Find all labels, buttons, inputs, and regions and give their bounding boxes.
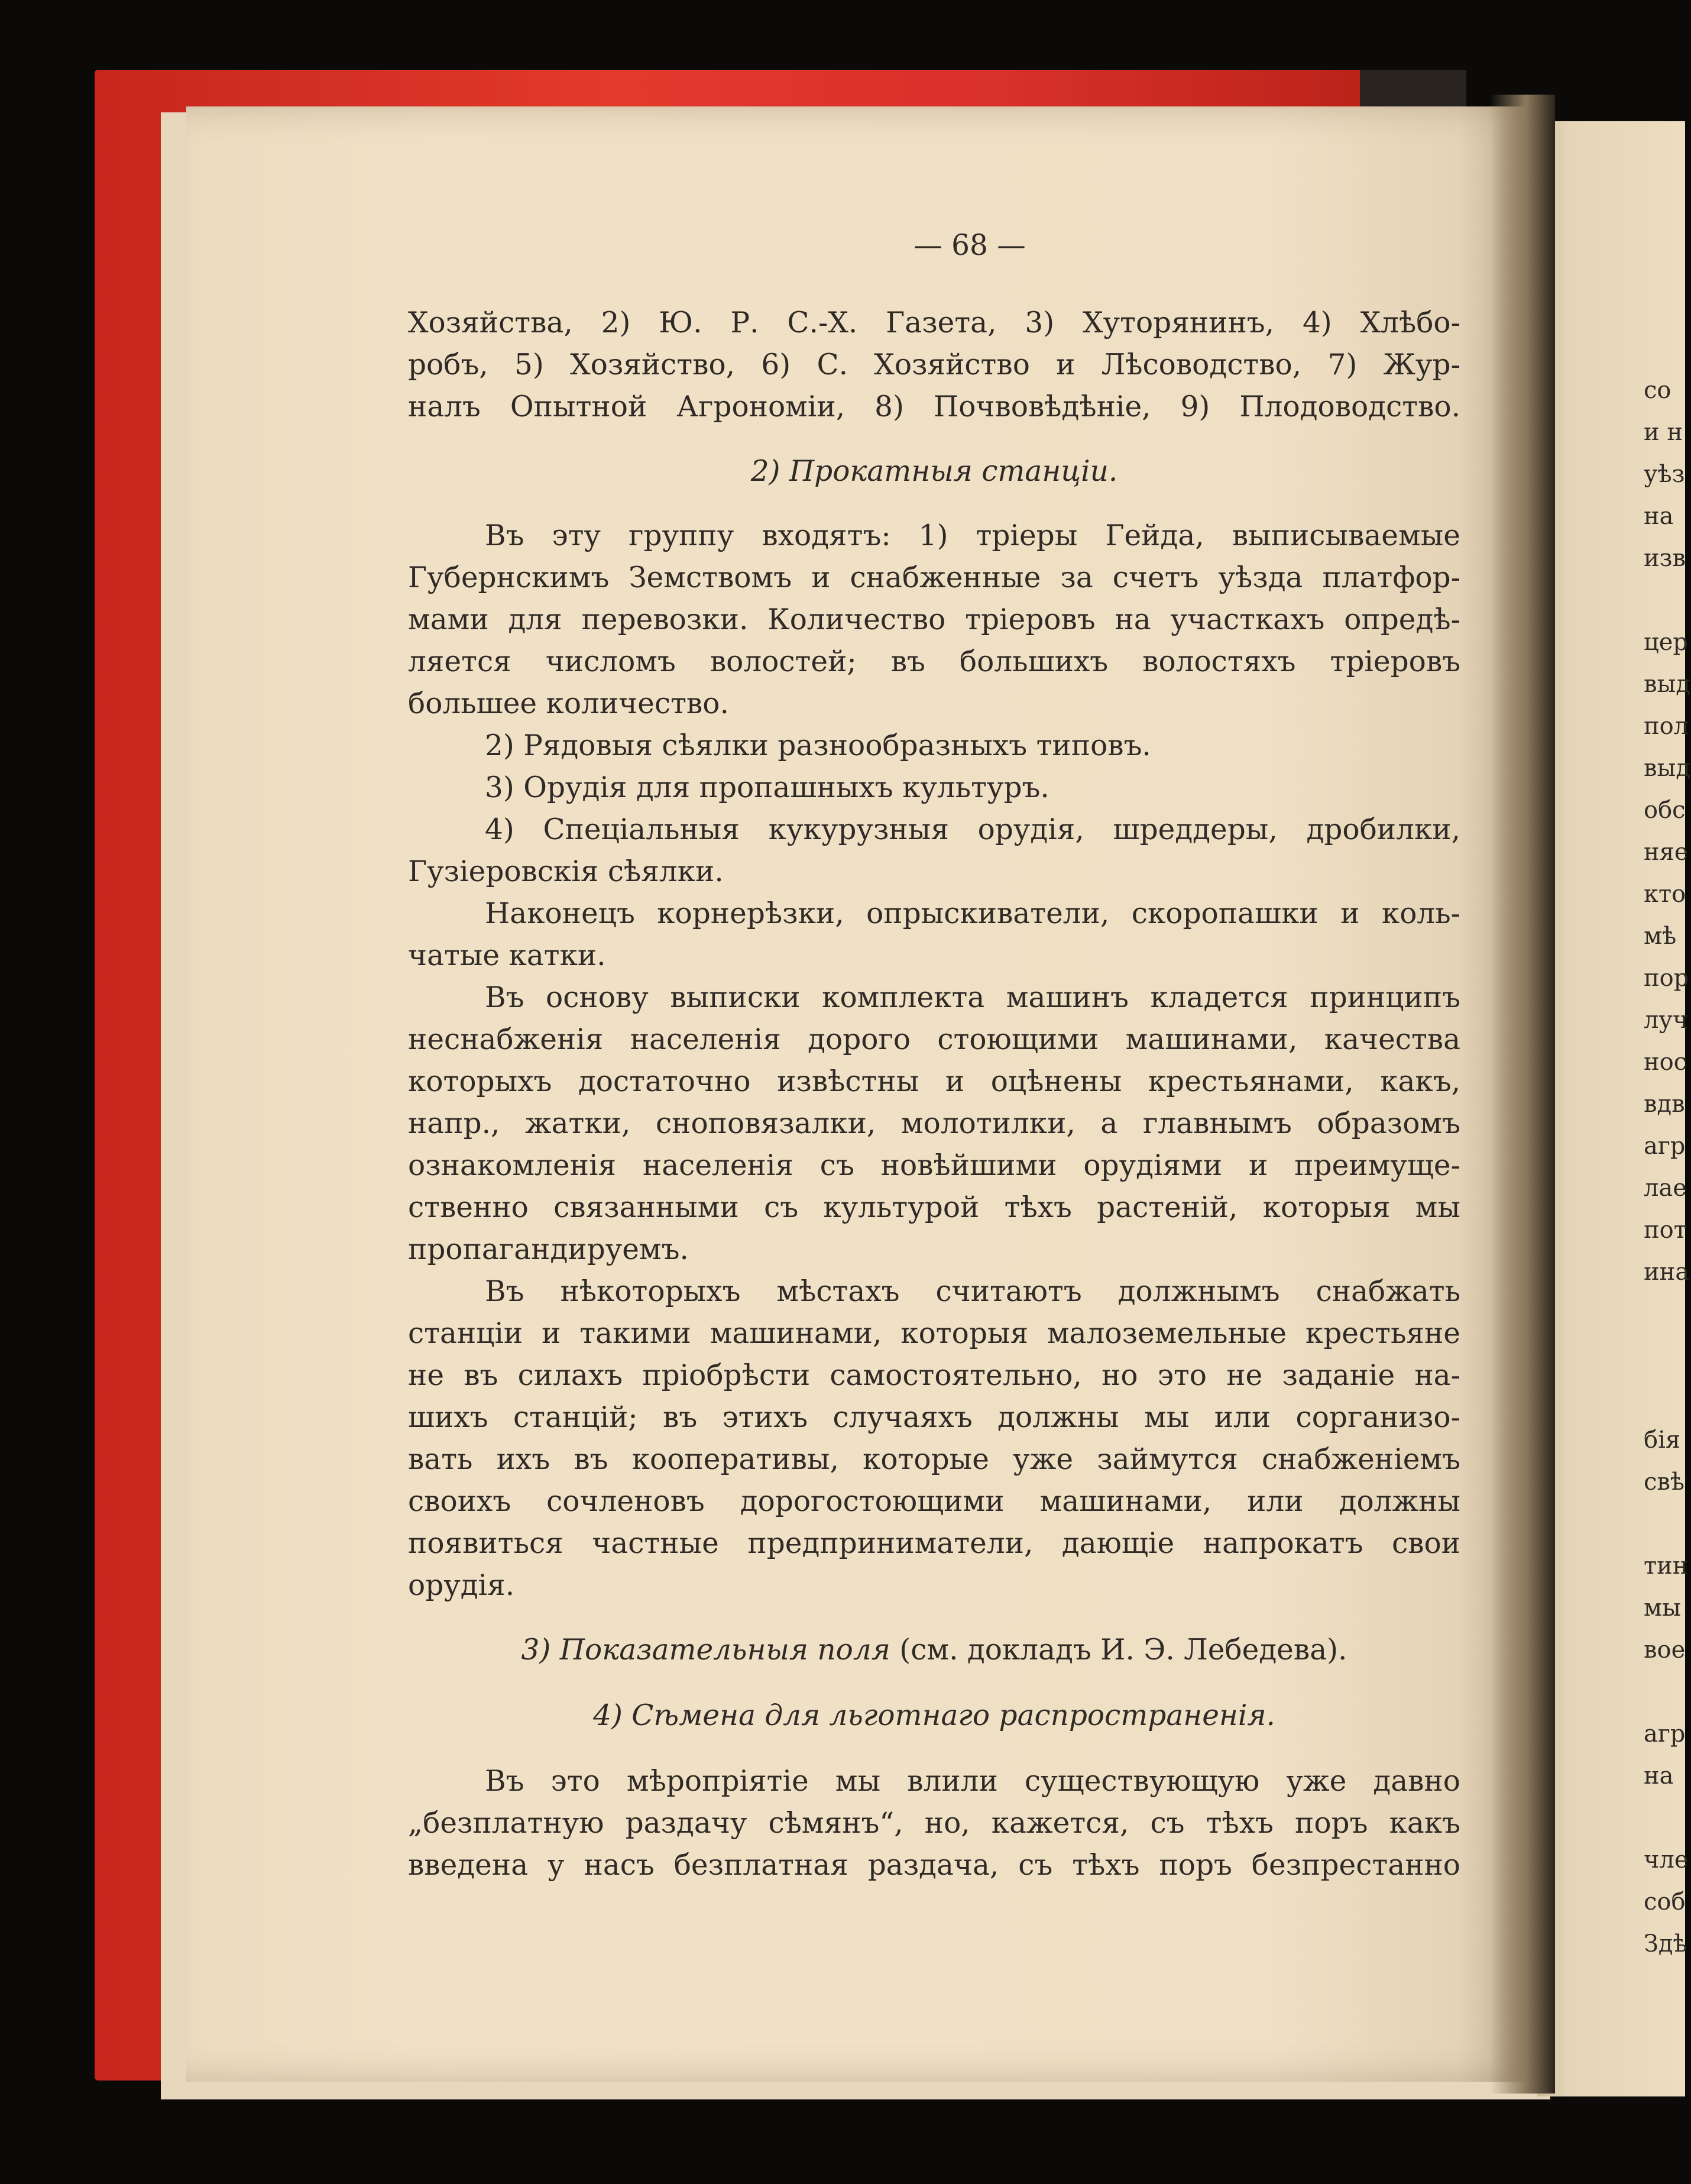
paragraph-rental-stations (408, 515, 1460, 1607)
right-page-fragment: ина (1644, 1258, 1690, 1286)
text-line: ственно связанными съ культурой тѣхъ растеній, которыя мы (408, 1191, 1460, 1224)
text-line: Наконецъ корнерѣзки, опрыскиватели, скоропашки и коль- (485, 897, 1460, 930)
text-line: мами для перевозки. Количество тріеровъ на участкахъ опредѣ- (408, 603, 1460, 636)
text-line: станціи и такими машинами, которыя малоземельные крестьяне (408, 1317, 1460, 1350)
text-line: напр., жатки, сноповязалки, молотилки, а главнымъ образомъ (408, 1107, 1460, 1140)
right-page-fragment: на (1644, 1762, 1674, 1790)
text-line: Хозяйства, 2) Ю. Р. С.-Х. Газета, 3) Хуторянинъ, 4) Хлѣбо- (408, 306, 1460, 339)
text-line: Гузіеровскія сѣялки. (408, 855, 724, 888)
text-line: „безплатную раздачу сѣмянъ“, но, кажется, съ тѣхъ поръ какъ (408, 1807, 1460, 1840)
right-page-fragment: Здѣ (1644, 1930, 1687, 1957)
text-line: Въ основу выписки комплекта машинъ кладется принципъ (485, 981, 1460, 1014)
right-page-fragment: соб (1644, 1888, 1686, 1916)
section-heading-seeds: 4) Сѣмена для льготнаго распространенія. (593, 1699, 1275, 1732)
right-page-fragment: луч (1644, 1007, 1689, 1034)
right-page-fragment: чле (1644, 1846, 1689, 1874)
right-page-fragment: пол (1644, 713, 1689, 740)
paragraph-seeds (408, 1761, 1460, 1887)
text-line: 2) Рядовыя сѣялки разнообразныхъ типовъ. (485, 729, 1151, 762)
right-page-fragment: вдв (1644, 1091, 1685, 1118)
section-heading-demo-fields (408, 1629, 1460, 1671)
right-page-fragment: выд (1644, 671, 1690, 698)
text-line: 4) Спеціальныя кукурузныя орудія, шреддеры, дробилки, (485, 813, 1460, 846)
text-line: которыхъ достаточно извѣстны и оцѣнены крестьянами, какъ, (408, 1065, 1460, 1098)
text-line: большее количество. (408, 687, 729, 720)
page-text (408, 225, 1460, 1887)
right-page-fragment: кто (1644, 881, 1686, 908)
text-line: введена у насъ безплатная раздача, съ тѣхъ поръ безпрестанно (408, 1849, 1460, 1882)
right-page-fragment: лае (1644, 1174, 1687, 1202)
text-line: орудія. (408, 1569, 515, 1602)
text-line: неснабженія населенія дорого стоющими машинами, качества (408, 1023, 1460, 1056)
text-line: ляется числомъ волостей; въ большихъ волостяхъ тріеровъ (408, 645, 1460, 678)
heading-plain-part: (см. докладъ И. Э. Лебедева). (890, 1633, 1347, 1667)
text-line: появиться частные предприниматели, дающіе напрокатъ свои (408, 1527, 1460, 1560)
text-line: робъ, 5) Хозяйство, 6) С. Хозяйство и Лѣсоводство, 7) Жур- (408, 348, 1460, 381)
right-page-fragment: няе (1644, 839, 1689, 866)
right-page-fragment: на (1644, 503, 1674, 530)
right-page-fragment: тин (1644, 1552, 1689, 1580)
text-line: не въ силахъ пріобрѣсти самостоятельно, но это не заданіе на- (408, 1359, 1460, 1392)
paragraph-journals (408, 302, 1460, 428)
right-page-fragment: мѣ (1644, 923, 1677, 950)
text-line: Въ нѣкоторыхъ мѣстахъ считаютъ должнымъ снабжать (485, 1275, 1460, 1308)
right-page-fragment: пор (1644, 965, 1689, 992)
right-page-fragment: обс (1644, 797, 1686, 824)
right-page-fragment: и н (1644, 419, 1683, 446)
text-line: 3) Орудія для пропашныхъ культуръ. (485, 771, 1049, 804)
right-page-fragment: пот (1644, 1216, 1687, 1244)
text-line: чатые катки. (408, 939, 606, 972)
text-line: Въ это мѣропріятіе мы влили существующую уже давно (485, 1765, 1460, 1798)
section-heading-rental-stations: 2) Прокатныя станціи. (750, 455, 1118, 488)
right-page-fragment: нос (1644, 1049, 1687, 1076)
right-page-fragment: бія (1644, 1426, 1681, 1454)
right-page-fragment: цер (1644, 629, 1688, 656)
right-page-fragment: со (1644, 377, 1671, 404)
text-line: вать ихъ въ кооперативы, которые уже займутся снабженіемъ (408, 1443, 1460, 1476)
text-line: Въ эту группу входятъ: 1) тріеры Гейда, выписываемые (485, 519, 1460, 552)
heading-italic-part: 3) Показательныя поля (521, 1633, 890, 1667)
book-gutter (1490, 95, 1555, 2094)
right-page-fragment: вое (1644, 1636, 1686, 1664)
text-line: своихъ сочленовъ дорогостоющими машинами, или должны (408, 1485, 1460, 1518)
right-page-fragment: агр (1644, 1133, 1686, 1160)
text-line: Губернскимъ Земствомъ и снабженные за счетъ уѣзда платфор- (408, 561, 1460, 594)
page-number: — 68 — (913, 229, 1026, 262)
right-page-fragment: свѣ (1644, 1468, 1685, 1496)
right-page-fragment: мы (1644, 1594, 1681, 1622)
right-page-fragment: уѣз (1644, 461, 1685, 488)
right-page-fragment: агр (1644, 1720, 1686, 1748)
right-page-fragment: выд (1644, 755, 1690, 782)
right-page-fragment: изв (1644, 545, 1686, 572)
text-line: ознакомленія населенія съ новѣйшими орудіями и преимуще- (408, 1149, 1460, 1182)
text-line: пропагандируемъ. (408, 1233, 689, 1266)
text-line: шихъ станцій; въ этихъ случаяхъ должны мы или сорганизо- (408, 1401, 1460, 1434)
text-line: налъ Опытной Агрономіи, 8) Почвовѣдѣніе, 9) Плодоводство. (408, 390, 1460, 423)
